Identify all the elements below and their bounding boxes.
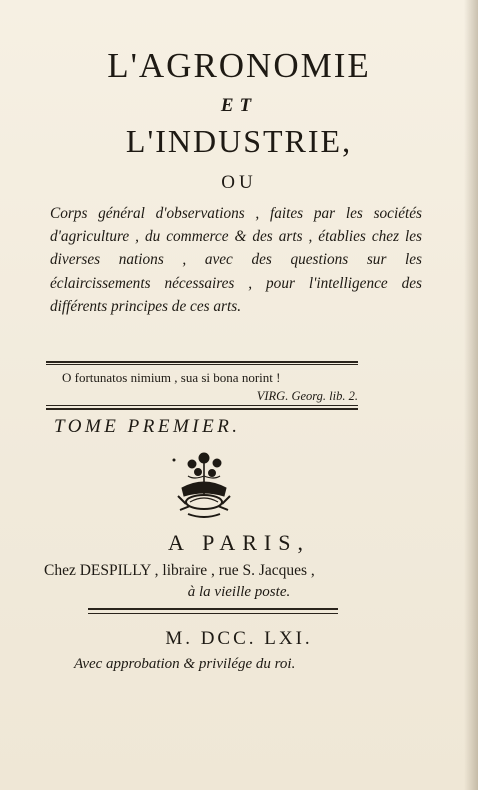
volume-label: TOME PREMIER. xyxy=(54,416,241,437)
title-line-1: L'AGRONOMIE xyxy=(107,46,371,85)
double-rule-divider xyxy=(88,608,338,614)
rule-bottom-thin xyxy=(46,405,358,406)
printer-ornament-icon xyxy=(168,446,240,524)
publisher-line: Chez DESPILLY , libraire , rue S. Jacques , xyxy=(44,562,315,579)
rule-bottom-thick xyxy=(46,408,358,410)
publisher-address: à la vieille poste. xyxy=(187,584,291,600)
title-line-3: L'INDUSTRIE, xyxy=(125,123,353,159)
rule-top-thick xyxy=(46,361,358,363)
publication-date: M. DCC. LXI. xyxy=(165,628,313,649)
title-et: ET xyxy=(220,95,258,116)
epigraph: O fortunatos nimium , sua si bona norint ! xyxy=(62,370,281,385)
epigraph-source: VIRG. Georg. lib. 2. xyxy=(256,389,358,403)
rule-top-thin xyxy=(46,364,358,365)
subtitle-description xyxy=(50,202,422,318)
title-ou: OU xyxy=(221,172,257,193)
place-of-publication: A PARIS, xyxy=(167,530,310,555)
description-text: Corps général d'observations , faites par les sociétés d'agriculture , du commerce & des arts , établies chez les diverses nations , avec des questions sur les éclaircissements nécessaires , pour l'intelligence des différents principes de ces arts. xyxy=(50,205,422,315)
approbation-line: Avec approbation & privilége du roi. xyxy=(74,656,296,672)
